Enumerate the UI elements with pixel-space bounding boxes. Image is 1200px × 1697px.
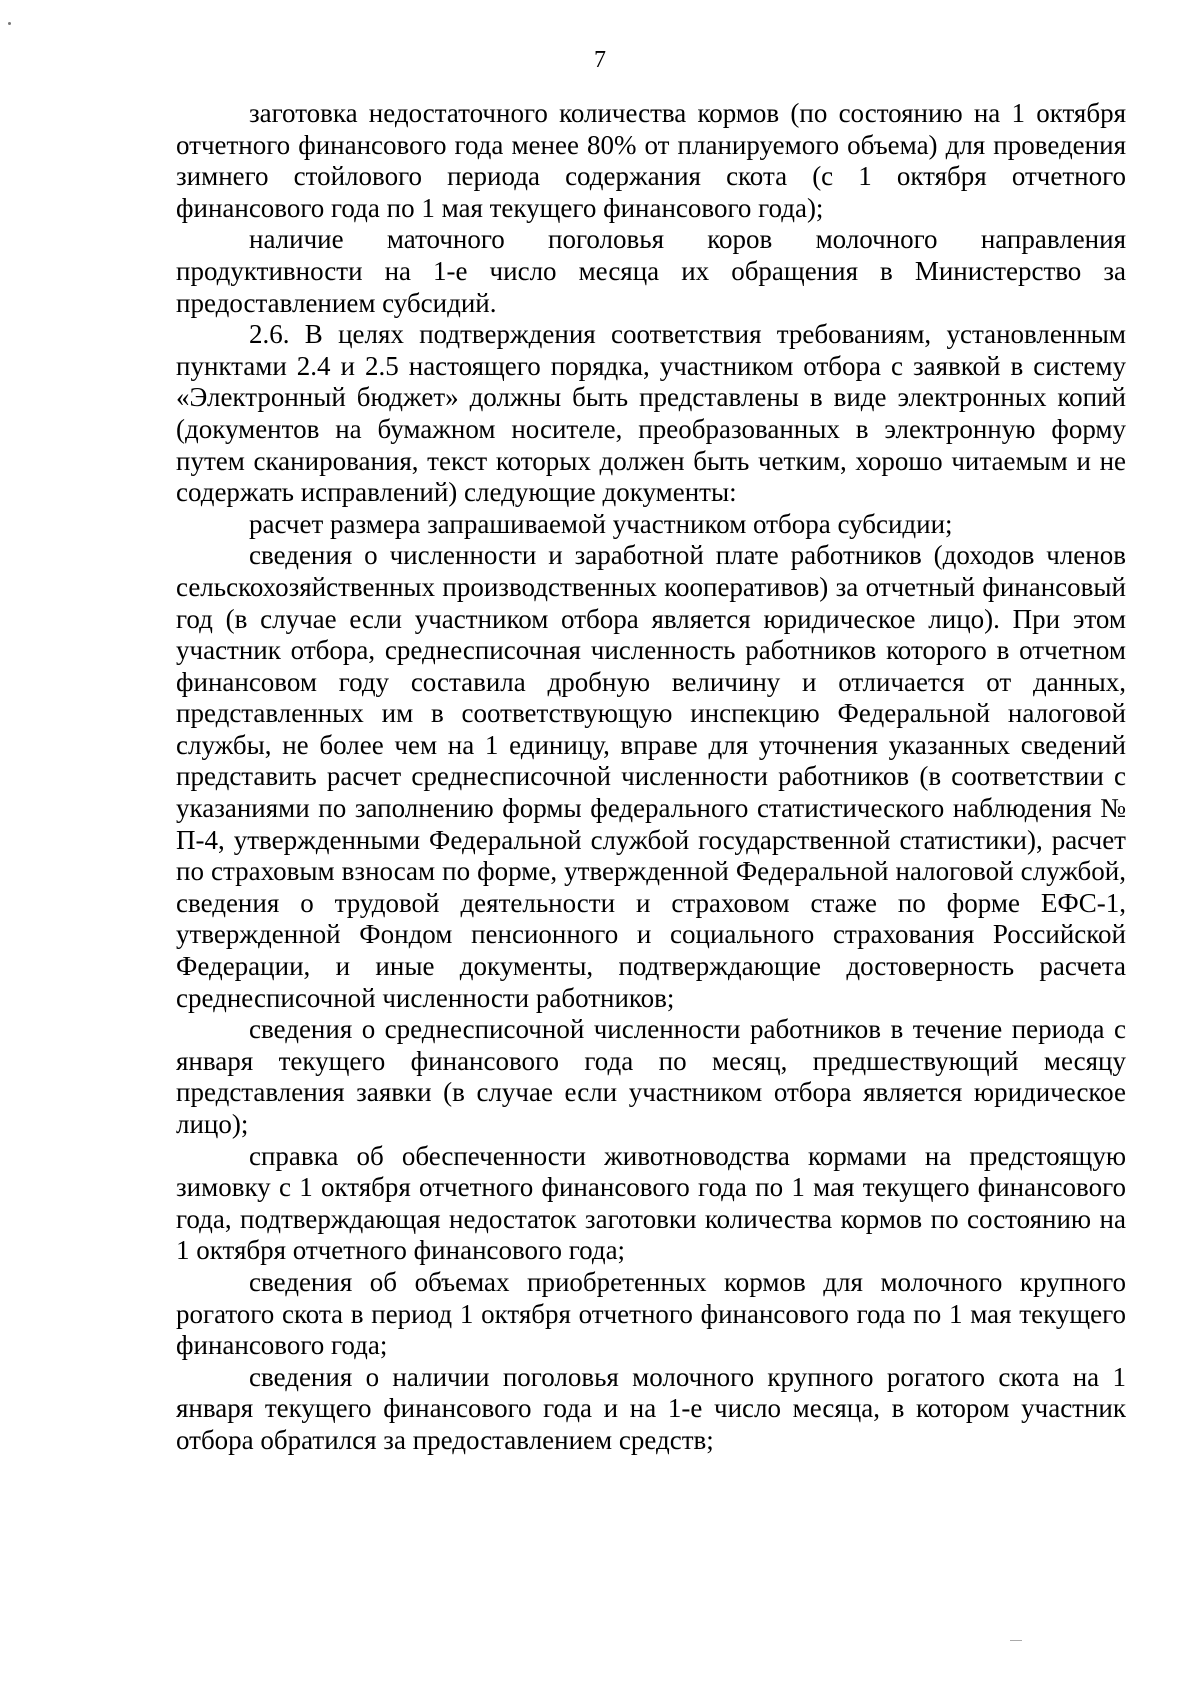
paragraph: справка об обеспеченности животноводства кормами на предстоящую зимовку с 1 октября отчетного финансового года по 1 мая текущего финансового года, подтверждающая недостаток заготовки количества кормов по состоянию на 1 октября отчетного финансового года; <box>176 1140 1126 1266</box>
paragraph: 2.6. В целях подтверждения соответствия требованиям, установленным пунктами 2.4 и 2.5 настоящего порядка, участником отбора с заявкой в систему «Электронный бюджет» должны быть представлены в виде электронных копий (документов на бумажном носителе, преобразованных в электронную форму путем сканирования, текст которых должен быть четким, хорошо читаемым и не содержать исправлений) следующие документы: <box>176 319 1126 508</box>
scan-mark <box>1010 1640 1022 1641</box>
paragraph: сведения о среднесписочной численности работников в течение периода с января текущего финансового года по месяц, предшествующий месяцу представления заявки (в случае если участником отбора является юридическое лицо); <box>176 1014 1126 1139</box>
scan-speck <box>8 22 11 25</box>
paragraph: сведения об объемах приобретенных кормов для молочного крупного рогатого скота в период 1 октября отчетного финансового года по 1 мая текущего финансового года; <box>176 1266 1126 1361</box>
document-body <box>176 98 1126 1457</box>
paragraph: сведения о наличии поголовья молочного крупного рогатого скота на 1 января текущего финансового года и на 1-е число месяца, в котором участник отбора обратился за предоставлением средств; <box>176 1361 1126 1455</box>
paragraph: сведения о численности и заработной плате работников (доходов членов сельскохозяйственных производственных кооперативов) за отчетный финансовый год (в случае если участником отбора является юридическое лицо). При этом участник отбора, среднесписочная численность работников которого в отчетном финансовом году составила дробную величину и отличается от данных, представленных им в соответствующую инспекцию Федеральной налоговой службы, не более чем на 1 единицу, вправе для уточнения указанных сведений представить расчет среднесписочной численности работников (в соответствии с указаниями по заполнению формы федерального статистического наблюдения № П-4, утвержденными Федеральной службой государственной статистики), расчет по страховым взносам по форме, утвержденной Федеральной налоговой службой, сведения о трудовой деятельности и страховом стаже по форме ЕФС-1, утвержденной Фондом пенсионного и социального страхования Российской Федерации, и иные документы, подтверждающие достоверность расчета среднесписочной численности работников; <box>176 540 1126 1013</box>
page-number: 7 <box>594 47 606 73</box>
paragraph: заготовка недостаточного количества кормов (по состоянию на 1 октября отчетного финансового года менее 80% от планируемого объема) для проведения зимнего стойлового периода содержания скота (с 1 октября отчетного финансового года по 1 мая текущего финансового года); <box>176 98 1126 223</box>
paragraph: расчет размера запрашиваемой участником отбора субсидии; <box>249 508 953 539</box>
paragraph: наличие маточного поголовья коров молочного направления продуктивности на 1-е число месяца их обращения в Министерство за предоставлением субсидий. <box>176 224 1126 318</box>
